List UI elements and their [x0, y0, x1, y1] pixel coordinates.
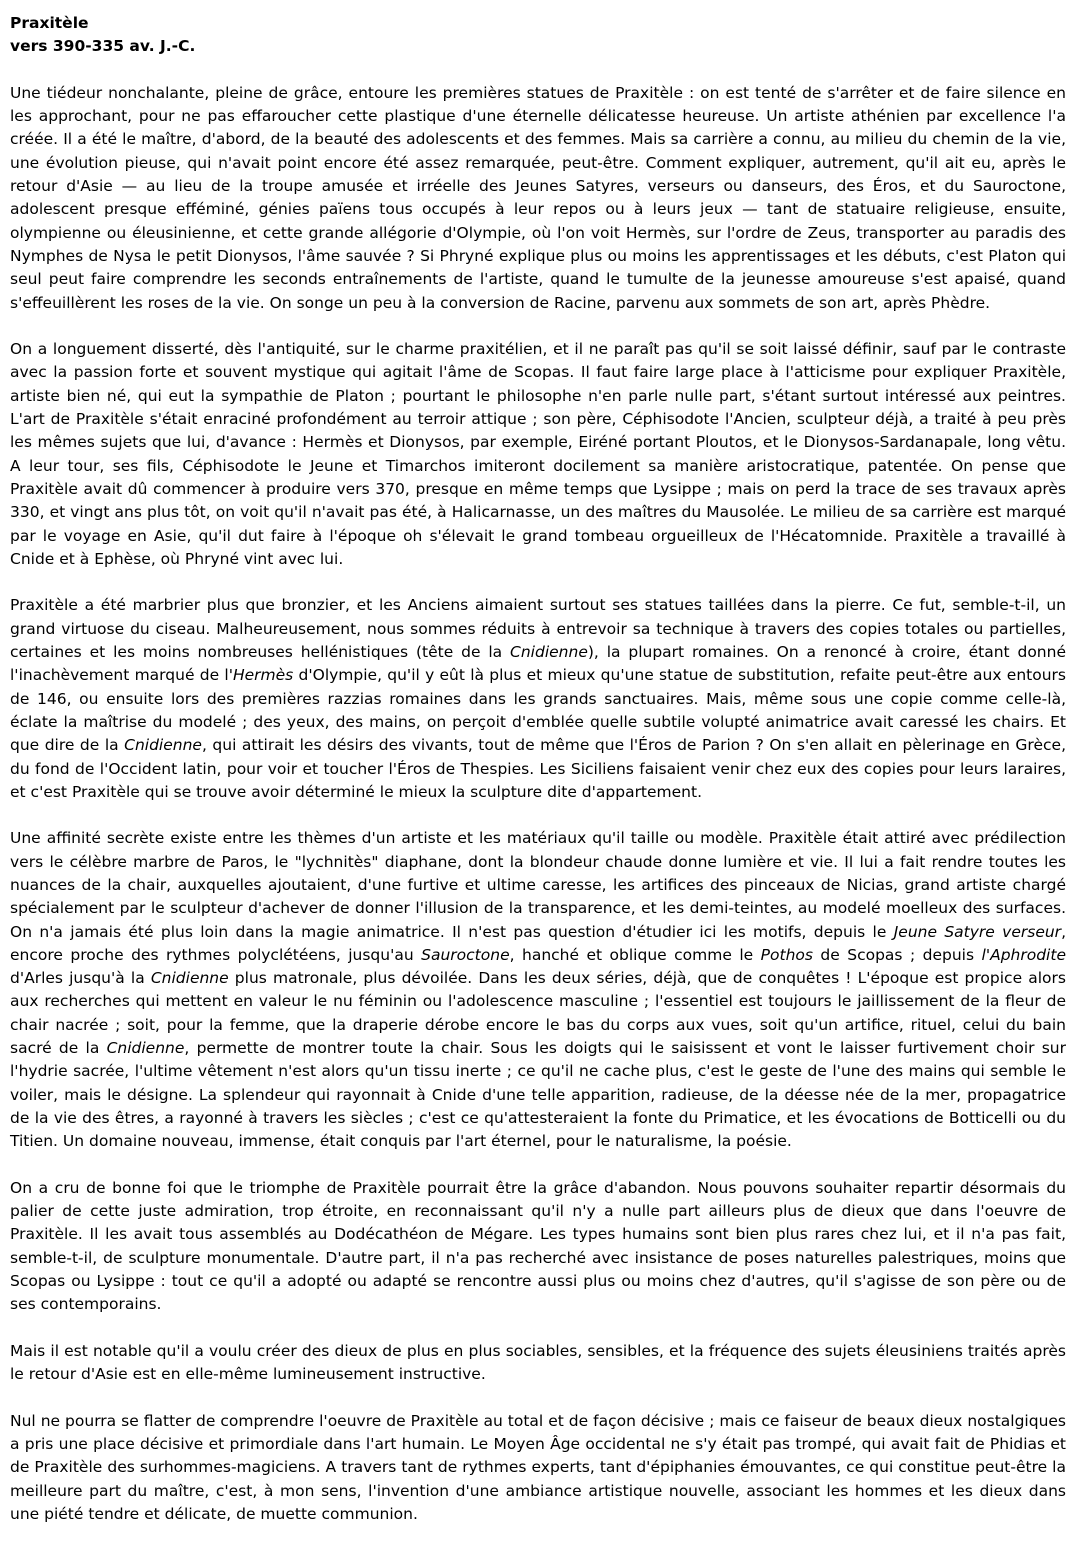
- text-run: d'Olympie, qu'il y eût là plus et mieux qu'une statue de substitution, refaite peut-être aux entours de 146, ou ensuite lors des premières razzias romaines dans les grands sanctuaires. Mais, même sous une copie comme celle-là, éclate la maîtrise du modelé ; des yeux, des mains, on perçoit d'emblée quelle subtile volupté animatrice avait caressé les chairs. Et que dire de la: [10, 666, 1066, 755]
- italic-work-title: Hermès: [232, 666, 294, 685]
- paragraph-7: [10, 1410, 1066, 1526]
- text-run: , hanché et oblique comme le: [509, 945, 761, 964]
- paragraph-5: [10, 1177, 1066, 1317]
- text-run: On a longuement disserté, dès l'antiquité, sur le charme praxitélien, et il ne paraît pas qu'il se soit laissé définir, sauf par le contraste avec la passion forte et souvent mystique qui agitait l'âme de Scopas. Il faut faire large place à l'atticisme pour expliquer Praxitèle, artiste bien né, qui eut la sympathie de Platon ; pourtant le philosophe n'en parle nulle part, s'étant surtout intéressé aux peintres. L'art de Praxitèle s'était enraciné profondément au terroir attique ; son père, Céphisodote l'Ancien, sculpteur déjà, a traité à peu près les mêmes sujets que lui, d'avance : Hermès et Dionysos, par exemple, Eiréné portant Ploutos, et le Dionysos-Sardanapale, long vêtu. A leur tour, ses fils, Céphisodote le Jeune et Timarchos imiteront docilement sa manière aristocratique, patentée. On pense que Praxitèle avait dû commencer à produire vers 370, presque en même temps que Lysippe ; mais on perd la trace de ses travaux après 330, et vingt ans plus tôt, on voit qu'il n'avait pas été, à Halicarnasse, un des maîtres du Mausolée. Le milieu de sa carrière est marqué par le voyage en Asie, qu'il dut faire à l'époque oh s'élevait le grand tombeau orgueilleux de l'Hécatomnide. Praxitèle a travaillé à Cnide et à Ephèse, où Phryné vint avec lui.: [10, 340, 1066, 568]
- paragraph-3: [10, 594, 1066, 804]
- paragraph-1: [10, 82, 1066, 315]
- italic-work-title: Pothos: [760, 945, 813, 964]
- document-title: Praxitèle: [10, 14, 89, 32]
- text-run: ), la plupart romaines. On a renoncé à croire, étant donné l'inachèvement marqué de l': [10, 643, 1066, 685]
- italic-work-title: Cnidienne: [106, 1039, 185, 1058]
- italic-work-title: l'Aphrodite: [981, 945, 1066, 964]
- text-run: Mais il est notable qu'il a voulu créer des dieux de plus en plus sociables, sensibles, et la fréquence des sujets éleusiniens traités après le retour d'Asie est en elle-même lumineusement instructive.: [10, 1341, 1066, 1384]
- italic-work-title: Sauroctone: [421, 945, 510, 964]
- text-run: Une affinité secrète existe entre les thèmes d'un artiste et les matériaux qu'il taille ou modèle. Praxitèle était attiré avec prédilection vers le célèbre marbre de Paros, le "lychnitès" diaphane, dont la blondeur chaude donne lumière et vie. Il lui a fait rendre toutes les nuances de la chair, auxquelles ajoutaient, d'une furtive et ultime caresse, les artifices des pinceaux de Nicias, grand artiste chargé spécialement par le sculpteur d'achever de donner l'illusion de la transparence, et les demi-teintes, au modelé moelleux des surfaces. On n'a jamais été plus loin dans la magie animatrice. Il n'est pas question d'étudier ici les motifs, depuis le: [10, 829, 1066, 941]
- text-run: Nul ne pourra se flatter de comprendre l'oeuvre de Praxitèle au total et de façon décisive ; mais ce faiseur de beaux dieux nostalgiques a pris une place décisive et primordiale dans l'art humain. Le Moyen Âge occidental ne s'y était pas trompé, qui avait fait de Phidias et de Praxitèle des surhommes-magiciens. A travers tant de rythmes experts, tant d'épiphanies émouvantes, ce qui constitue peut-être la meilleure part du maître, c'est, à mon sens, l'invention d'une ambiance artistique nouvelle, associant les hommes et les dieux dans une piété tendre et délicate, de muette communion.: [10, 1411, 1066, 1523]
- paragraph-2: [10, 338, 1066, 571]
- italic-work-title: Cnidienne: [150, 969, 229, 988]
- document-subtitle: vers 390-335 av. J.-C.: [10, 37, 196, 56]
- text-run: , encore proche des rythmes polyclétéens, jusqu'au: [10, 922, 1066, 964]
- paragraph-6: [10, 1340, 1066, 1387]
- text-run: Praxitèle a été marbrier plus que bronzier, et les Anciens aimaient surtout ses statues taillées dans la pierre. Ce fut, semble-t-il, un grand virtuose du ciseau. Malheureusement, nous sommes réduits à entrevoir sa technique à travers des copies totales ou partielles, certaines et les moins nombreuses hellénistiques (tête de la: [10, 596, 1066, 662]
- text-run: de Scopas ; depuis: [812, 945, 982, 964]
- italic-work-title: Cnidienne: [510, 643, 588, 662]
- text-run: , qui attirait les désirs des vivants, tout de même que l'Éros de Parion ? On s'en allait en pèlerinage en Grèce, du fond de l'Occident latin, pour voir et toucher l'Éros de Thespies. Les Siciliens faisaient venir chez eux des copies pour leurs laraires, et c'est Praxitèle qui se trouve avoir déterminé le mieux la sculpture dite d'appartement.: [10, 736, 1066, 801]
- document-body: [10, 82, 1066, 1526]
- italic-work-title: Jeune Satyre verseur: [893, 922, 1062, 941]
- text-run: , permette de montrer toute la chair. Sous les doigts qui le saisissent et vont le laisser furtivement choir sur l'hydrie sacrée, l'ultime vêtement n'est alors qu'un tissu inerte ; ce qu'il ne cache plus, c'est le geste de l'une des mains qui semble le voiler, mais le désigne. La splendeur qui rayonnait à Cnide d'une telle apparition, radieuse, de la déesse née de la mer, propagatrice de la vie des êtres, a rayonné à travers les siècles ; c'est ce qu'attesteraient la fonte du Primatice, et les évocations de Botticelli ou du Titien. Un domaine nouveau, immense, était conquis par l'art éternel, pour le naturalisme, la poésie.: [10, 1039, 1067, 1151]
- paragraph-4: [10, 827, 1066, 1153]
- text-run: On a cru de bonne foi que le triomphe de Praxitèle pourrait être la grâce d'abandon. Nous pouvons souhaiter repartir désormais du palier de cette juste admiration, trop étroite, en reconnaissant qu'il n'y a nulle part ailleurs plus de dieux que dans l'oeuvre de Praxitèle. Il les avait tous assemblés au Dodécathéon de Mégare. Les types humains sont bien plus rares chez lui, et il n'a pas fait, semble-t-il, de sculpture monumentale. D'autre part, il n'a pas recherché avec insistance de poses naturelles palestriques, moins que Scopas ou Lysippe : tout ce qu'il a adopté ou adapté se rencontre aussi plus ou moins chez d'autres, qu'il s'agisse de son père ou de ses contemporains.: [10, 1178, 1066, 1314]
- text-run: d'Arles jusqu'à la: [10, 969, 151, 988]
- text-run: Une tiédeur nonchalante, pleine de grâce, entoure les premières statues de Praxitèle : on est tenté de s'arrêter et de faire silence en les approchant, pour ne pas effaroucher cette plastique d'une éternelle délicatesse heureuse. Un artiste athénien par excellence l'a créée. Il a été le maître, d'abord, de la beauté des adolescents et des femmes. Mais sa carrière a connu, au milieu du chemin de la vie, une évolution pieuse, qui n'avait point encore été assez remarquée, peut-être. Comment expliquer, autrement, qu'il ait eu, après le retour d'Asie — au lieu de la troupe amusée et irréelle des Jeunes Satyres, verseurs ou danseurs, des Éros, et du Sauroctone, adolescent presque efféminé, génies païens tous occupés à leur repos ou à leurs jeux — tant de statuaire religieuse, ensuite, olympienne ou éleusinienne, et cette grande allégorie d'Olympie, où l'on voit Hermès, sur l'ordre de Zeus, transporter au paradis des Nymphes de Nysa le petit Dionysos, l'âme sauvée ? Si Phryné explique plus ou moins les apprentissages et les débuts, c'est Platon qui seul peut faire comprendre les seconds entraînements de l'artiste, quand le tumulte de la jeunesse amoureuse s'est apaisé, quand s'effeuillèrent les roses de la vie. On songe un peu à la conversion de Racine, parvenu aux sommets de son art, après Phèdre.: [10, 83, 1066, 312]
- italic-work-title: Cnidienne: [124, 736, 202, 755]
- text-run: plus matronale, plus dévoilée. Dans les deux séries, déjà, que de conquêtes ! L'époque est propice alors aux recherches qui mettent en valeur le nu féminin ou l'adolescence masculine ; l'essentiel est toujours le jaillissement de la fleur de chair nacrée ; soit, pour la femme, que la draperie dérobe encore le bas du corps aux vues, soit qu'un artifice, rituel, celui du bain sacré de la: [10, 969, 1066, 1058]
